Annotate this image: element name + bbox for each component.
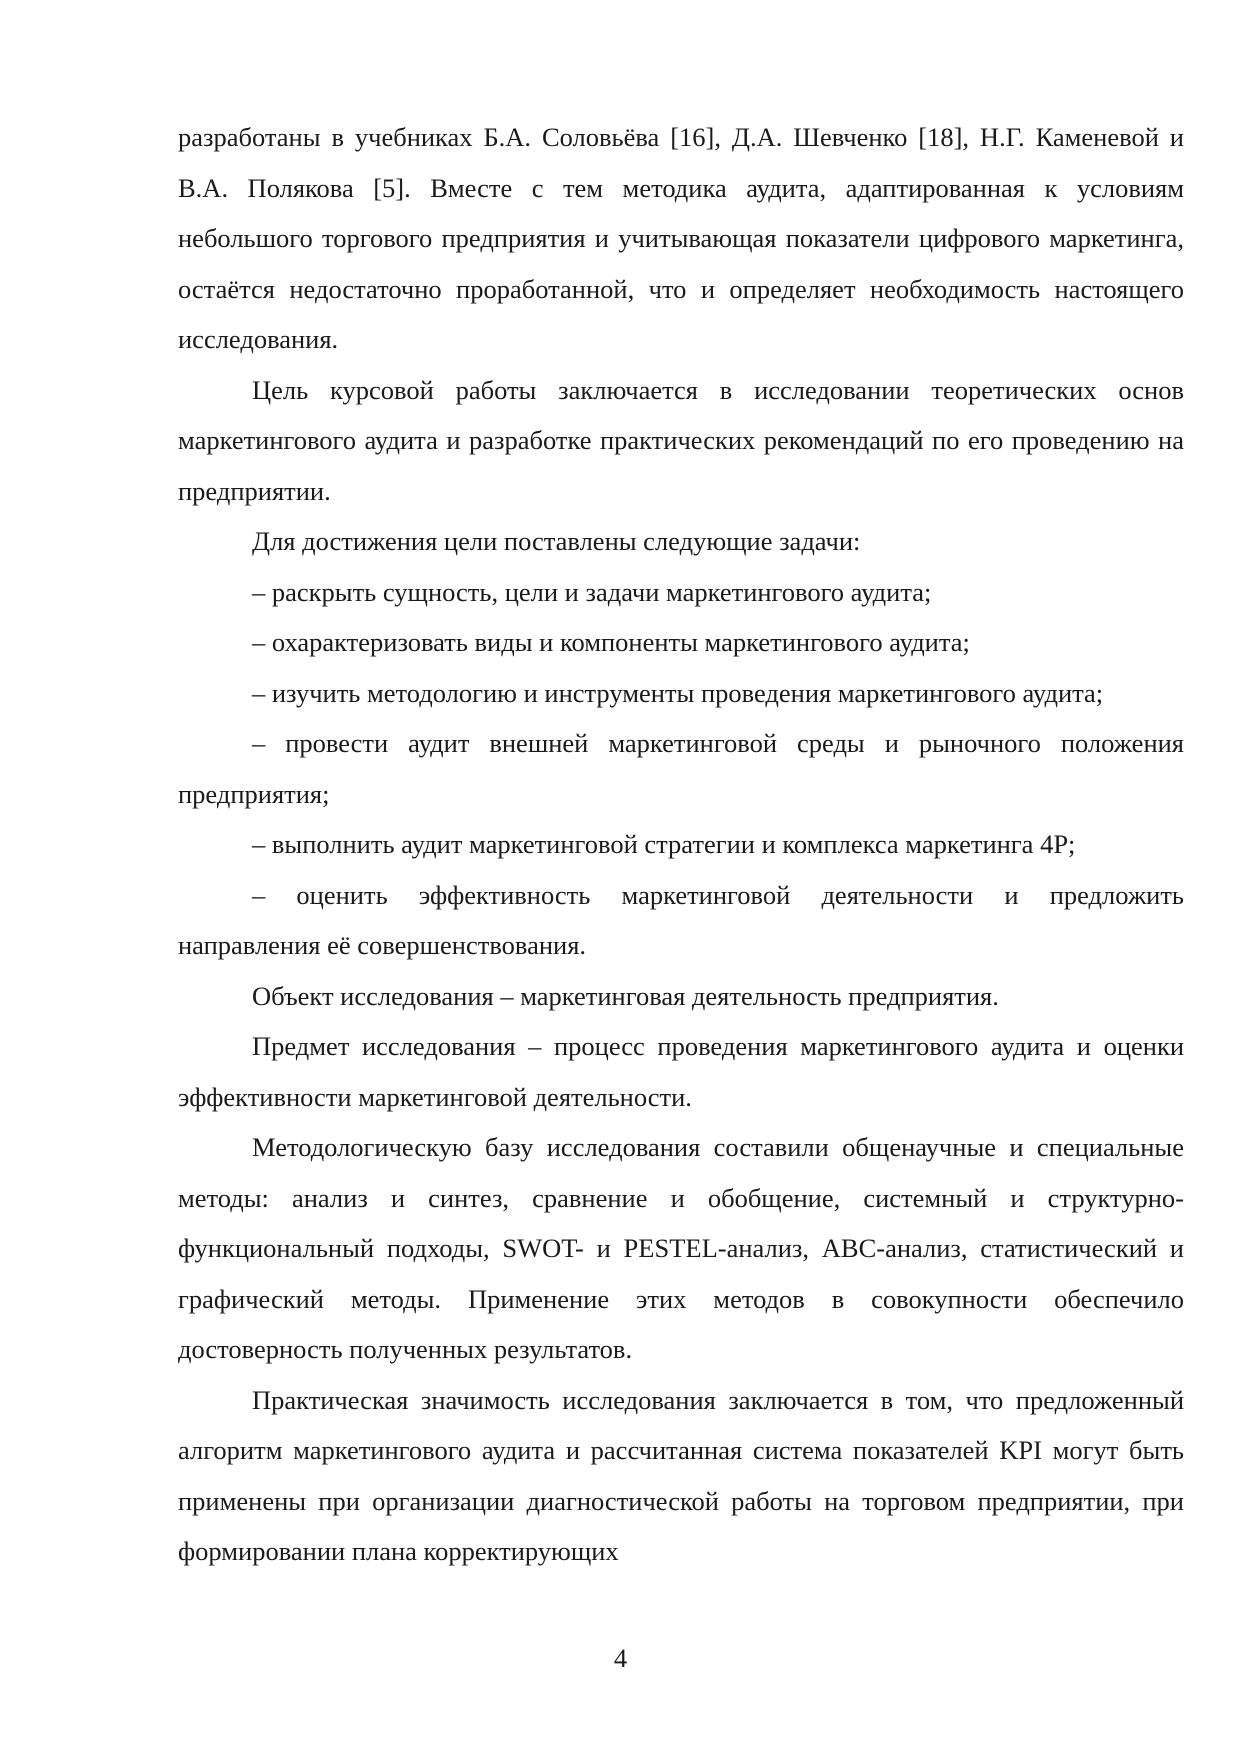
list-item-task: – оценить эффективность маркетинговой деятельности и предложить направления её совершенствования. (178, 879, 1184, 960)
body-text (178, 112, 1184, 1577)
paragraph-object: Объект исследования – маркетинговая деятельность предприятия. (252, 980, 999, 1011)
list-item-task: – выполнить аудит маркетинговой стратегии и комплекса маркетинга 4P; (252, 829, 1076, 859)
page-number: 4 (613, 1643, 628, 1673)
paragraph-subject: Предмет исследования – процесс проведения маркетингового аудита и оценки эффективности маркетинговой деятельности. (178, 1031, 1184, 1112)
list-item-task: – провести аудит внешней маркетинговой среды и рыночного положения предприятия; (178, 728, 1184, 809)
paragraph-continuation: разработаны в учебниках Б.А. Соловьёва [16], Д.А. Шевченко [18], Н.Г. Каменевой и В.А. Полякова [5]. Вместе с тем методика аудита, адаптированная к условиям небольшого торгового предприятия и учитывающая показатели цифрового маркетинга, остаётся недостаточно проработанной, что и определяет необходимость настоящего исследования. (178, 122, 1184, 354)
paragraph-goal: Цель курсовой работы заключается в исследовании теоретических основ маркетингового аудита и разработке практических рекомендаций по его проведению на предприятии. (178, 374, 1184, 506)
paragraph-practical-significance: Практическая значимость исследования заключается в том, что предложенный алгоритм маркетингового аудита и рассчитанная система показателей KPI могут быть применены при организации диагностической работы на торговом предприятии, при формировании плана корректирующих (178, 1384, 1184, 1566)
list-item-task: – изучить методологию и инструменты проведения маркетингового аудита; (252, 677, 1104, 708)
list-item-task: – охарактеризовать виды и компоненты маркетингового аудита; (252, 627, 970, 657)
list-item-task: – раскрыть сущность, цели и задачи маркетингового аудита; (252, 576, 932, 607)
paragraph-tasks-intro: Для достижения цели поставлены следующие задачи: (252, 526, 861, 556)
paragraph-methodology: Методологическую базу исследования составили общенаучные и специальные методы: анализ и синтез, сравнение и обобщение, системный и структурно-функциональный подходы, SWOT- и PESTEL-анализ, ABC-анализ, статистический и графический методы. Применение этих методов в совокупности обеспечило достоверность полученных результатов. (178, 1132, 1184, 1364)
